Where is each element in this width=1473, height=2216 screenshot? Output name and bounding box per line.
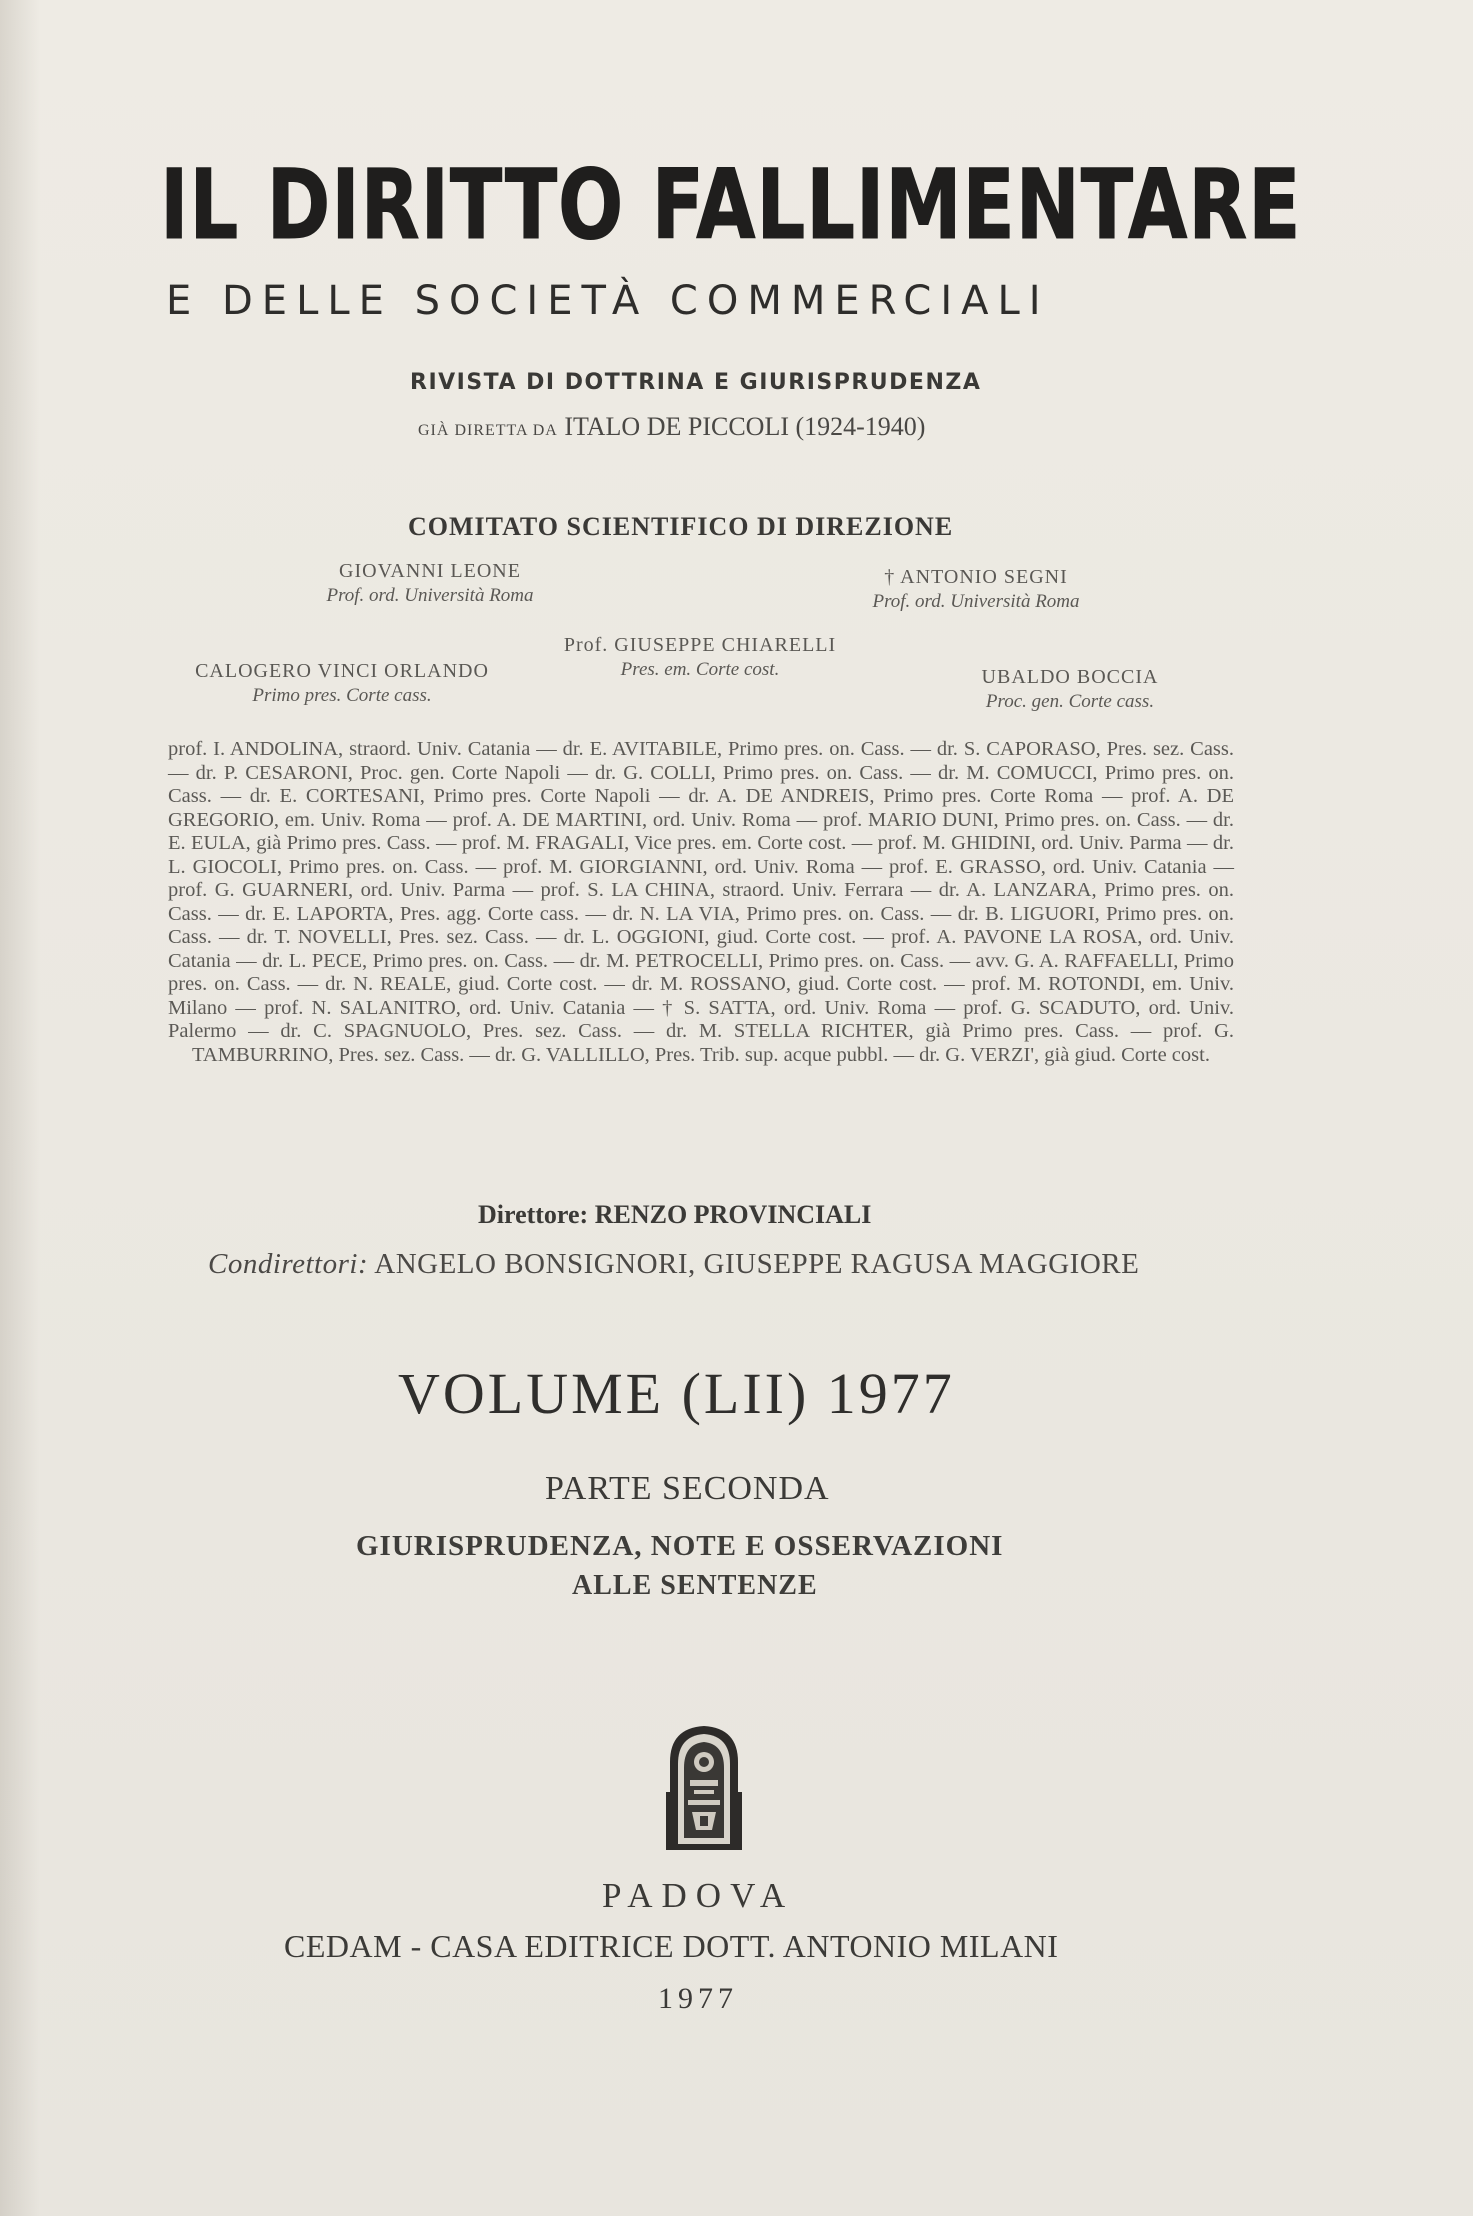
member-role: Prof. ord. Università Roma (872, 591, 1080, 612)
member-role: Prof. ord. Università Roma (326, 585, 534, 606)
committee-member (540, 634, 860, 681)
committee-member (836, 566, 1116, 613)
volume-contents-line-1: GIURISPRUDENZA, NOTE E OSSERVAZIONI (356, 1530, 1004, 1562)
founder-line (418, 412, 925, 442)
committee-member (300, 560, 560, 607)
publisher-name: CEDAM - CASA EDITRICE DOTT. ANTONIO MILANI (284, 1928, 1059, 1964)
member-name: † ANTONIO SEGNI (884, 566, 1068, 588)
co-directors-names: ANGELO BONSIGNORI, GIUSEPPE RAGUSA MAGGIORE (374, 1248, 1140, 1280)
publisher-city: PADOVA (602, 1876, 795, 1915)
director-name: RENZO PROVINCIALI (594, 1200, 872, 1229)
committee-roster: prof. I. ANDOLINA, straord. Univ. Catania — dr. E. AVITABILE, Primo pres. on. Cass. — dr. S. CAPORASO, Pres. sez. Cass. — dr. P. CESARONI, Proc. gen. Corte Napoli — dr. G. COLLI, Primo pres. on. Cass. — dr. M. COMUCCI, Primo pres. on. Cass. — dr. E. CORTESANI, Primo pres. Corte Napoli — dr. A. DE ANDREIS, Primo pres. Corte Roma — prof. A. DE GREGORIO, em. Univ. Roma — prof. A. DE MARTINI, ord. Univ. Roma — prof. MARIO DUNI, Primo pres. on. Cass. — dr. E. EULA, già Primo pres. Cass. — prof. M. FRAGALI, Vice pres. em. Corte cost. — prof. M. GHIDINI, ord. Univ. Parma — dr. L. GIOCOLI, Primo pres. on. Cass. — prof. M. GIORGIANNI, ord. Univ. Roma — prof. E. GRASSO, ord. Univ. Catania — prof. G. GUARNERI, ord. Univ. Parma — prof. S. LA CHINA, straord. Univ. Ferrara — dr. A. LANZARA, Primo pres. on. Cass. — dr. E. LAPORTA, Pres. agg. Corte cass. — dr. N. LA VIA, Primo pres. on. Cass. — dr. B. LIGUORI, Primo pres. on. Cass. — dr. T. NOVELLI, Pres. sez. Cass. — dr. L. OGGIONI, giud. Corte cost. — prof. A. PAVONE LA ROSA, ord. Univ. Catania — dr. L. PECE, Primo pres. on. Cass. — dr. M. PETROCELLI, Primo pres. on. Cass. — avv. G. A. RAFFAELLI, Primo pres. on. Cass. — dr. N. REALE, giud. Corte cost. — dr. M. ROSSANO, giud. Corte cost. — prof. M. ROTONDI, em. Univ. Milano — prof. N. SALANITRO, ord. Univ. Catania — † S. SATTA, ord. Univ. Roma — prof. G. SCADUTO, ord. Univ. Palermo — dr. C. SPAGNUOLO, Pres. sez. Cass. — dr. M. STELLA RICHTER, già Primo pres. Cass. — prof. G. TAMBURRINO, Pres. sez. Cass. — dr. G. VALLILLO, Pres. Trib. sup. acque pubbl. — dr. G. VERZI', già giud. Corte cost. (168, 738, 1234, 1066)
founder-name: ITALO DE PICCOLI (1924-1940) (564, 412, 926, 441)
committee-heading: COMITATO SCIENTIFICO DI DIREZIONE (408, 512, 954, 541)
member-role: Pres. em. Corte cost. (620, 659, 780, 680)
member-role: Primo pres. Corte cass. (252, 685, 432, 706)
volume-part: PARTE SECONDA (545, 1470, 830, 1507)
committee-member (940, 666, 1200, 713)
publisher-emblem-icon (664, 1722, 744, 1852)
co-directors-label: Condirettori: (208, 1248, 369, 1280)
journal-subtitle: E DELLE SOCIETÀ COMMERCIALI (166, 278, 1050, 324)
journal-description: RIVISTA DI DOTTRINA E GIURISPRUDENZA (410, 370, 982, 395)
co-directors-line (208, 1248, 1139, 1281)
member-role: Proc. gen. Corte cass. (985, 691, 1155, 712)
member-name: GIOVANNI LEONE (339, 560, 521, 582)
founder-prefix: GIÀ DIRETTA DA (418, 422, 558, 439)
member-name: Prof. GIUSEPPE CHIARELLI (563, 634, 837, 656)
publication-year: 1977 (658, 1982, 738, 2015)
director-line (478, 1200, 871, 1230)
committee-member (162, 660, 522, 707)
director-label: Direttore: (478, 1200, 589, 1229)
journal-title: IL DIRITTO FALLIMENTARE (160, 149, 1302, 261)
volume-contents-line-2: ALLE SENTENZE (572, 1570, 818, 1601)
member-name: UBALDO BOCCIA (981, 666, 1159, 688)
volume-title: VOLUME (LII) 1977 (398, 1361, 955, 1426)
member-name: CALOGERO VINCI ORLANDO (195, 660, 489, 682)
